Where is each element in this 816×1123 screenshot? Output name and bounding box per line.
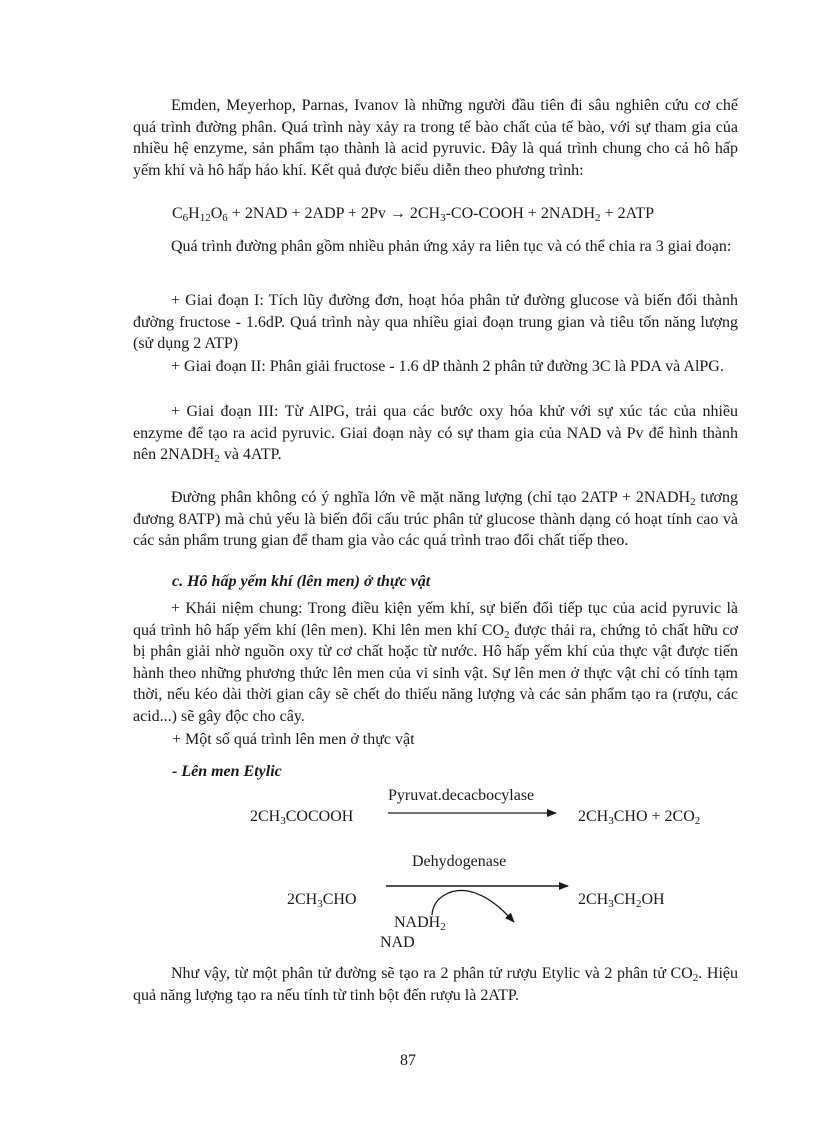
reaction1-reactant: $2CH_3COCOOH$: [250, 808, 354, 827]
reaction1-enzyme: Pyruvat.decacbocylase: [388, 787, 535, 804]
subheading-ethyl-fermentation: - Lên men Etylic: [172, 763, 282, 780]
reaction2-reactant: $2CH_3CHO$: [287, 891, 357, 910]
page-number: 87: [400, 1052, 416, 1069]
paragraph-stage-3: + Giai đoạn III: Từ AlPG, trải qua các bước oxy hóa khử với sự xúc tác của nhiều enzyme để tạo ra acid pyruvic. Giai đoạn này có sự tham gia của NAD và Pv để hình thành nên $2NADH_2$ và 4ATP.: [133, 403, 738, 465]
paragraph-glycolysis-meaning: Đường phân không có ý nghĩa lớn về mặt năng lượng (chỉ tạo $2ATP + 2NADH_2$ tương đương 8ATP) mà chủ yếu là biến đổi cấu trúc phân tử glucose thành dạng có hoạt tính cao và các sản phẩm trung gian để tham gia vào các quá trình trao đổi chất tiếp theo.: [133, 489, 739, 549]
reaction2-product: $2CH_3CH_2OH$: [578, 891, 665, 910]
paragraph-intro: Emden, Meyerhop, Parnas, Ivanov là những người đầu tiên đi sâu nghiên cứu cơ chế quá trình đường phân. Quá trình này xảy ra trong tế bào chất của tế bào, với sự tham gia của nhiều hệ enzyme, sản phẩm tạo thành là acid pyruvic. Đây là quá trình chung cho cả hô hấp yếm khí và hô hấp háo khí. Kết quả được biểu diễn theo phương trình:: [133, 97, 738, 179]
reaction2-enzyme: Dehydogenase: [412, 853, 507, 870]
glycolysis-equation: $C_6H_{12}O_6 + 2NAD + 2ADP + 2Pv$ → $2CH_3-CO$-COOH + $2NADH_2 + 2ATP$: [172, 205, 655, 224]
paragraph-fermentation-list: + Một số quá trình lên men ở thực vật: [172, 731, 415, 748]
reaction2-cofactor-nad: NAD: [380, 934, 415, 951]
paragraph-stage-1: + Giai đoạn I: Tích lũy đường đơn, hoạt hóa phân tử đường glucose và biến đổi thành đường fructose - 1.6dP. Quá trình này qua nhiều giai đoạn trung gian và tiêu tốn năng lượng (sử dụng 2 ATP): [133, 292, 738, 352]
section-heading-anaerobic: c. Hô hấp yếm khí (lên men) ở thực vật: [172, 573, 431, 590]
paragraph-conclusion: Như vậy, từ một phân tử đường sẽ tạo ra 2 phân tử rượu Etylic và 2 phân tử $CO_2$. Hiệu quả năng lượng tạo ra nếu tính từ tinh bột đến rượu là 2ATP.: [133, 965, 739, 1004]
paragraph-stage-2: + Giai đoạn II: Phân giải fructose - 1.6 dP thành 2 phân tử đường 3C là PDA và AlPG.: [171, 358, 724, 375]
paragraph-anaerobic-concept: + Khái niệm chung: Trong điều kiện yếm khí, sự biến đổi tiếp tục của acid pyruvic là quá trình hô hấp yếm khí (lên men). Khi lên men khí $CO_2$ được thải ra, chứng tỏ chất hữu cơ bị phân giải nhờ nguồn oxy từ cơ chất hoặc từ nước. Hô hấp yếm khí của thực vật được tiến hành theo những phương thức lên men của vi sinh vật. Sự lên men ở thực vật chỉ có tính tạm thời, nếu kéo dài thời gian cây sẽ chết do thiếu năng lượng và các sản phẩm tạo ra (rượu, các acid...) sẽ gây độc cho cây.: [133, 600, 738, 725]
reaction2-cofactor-curve: [432, 890, 514, 922]
reaction2-cofactor-nadh2: $NADH_2$: [394, 914, 446, 933]
reaction1-product: $2CH_3CHO + 2CO_2$: [578, 808, 701, 827]
paragraph-stages: Quá trình đường phân gồm nhiều phản ứng xảy ra liên tục và có thể chia ra 3 giai đoạn:: [171, 238, 732, 255]
